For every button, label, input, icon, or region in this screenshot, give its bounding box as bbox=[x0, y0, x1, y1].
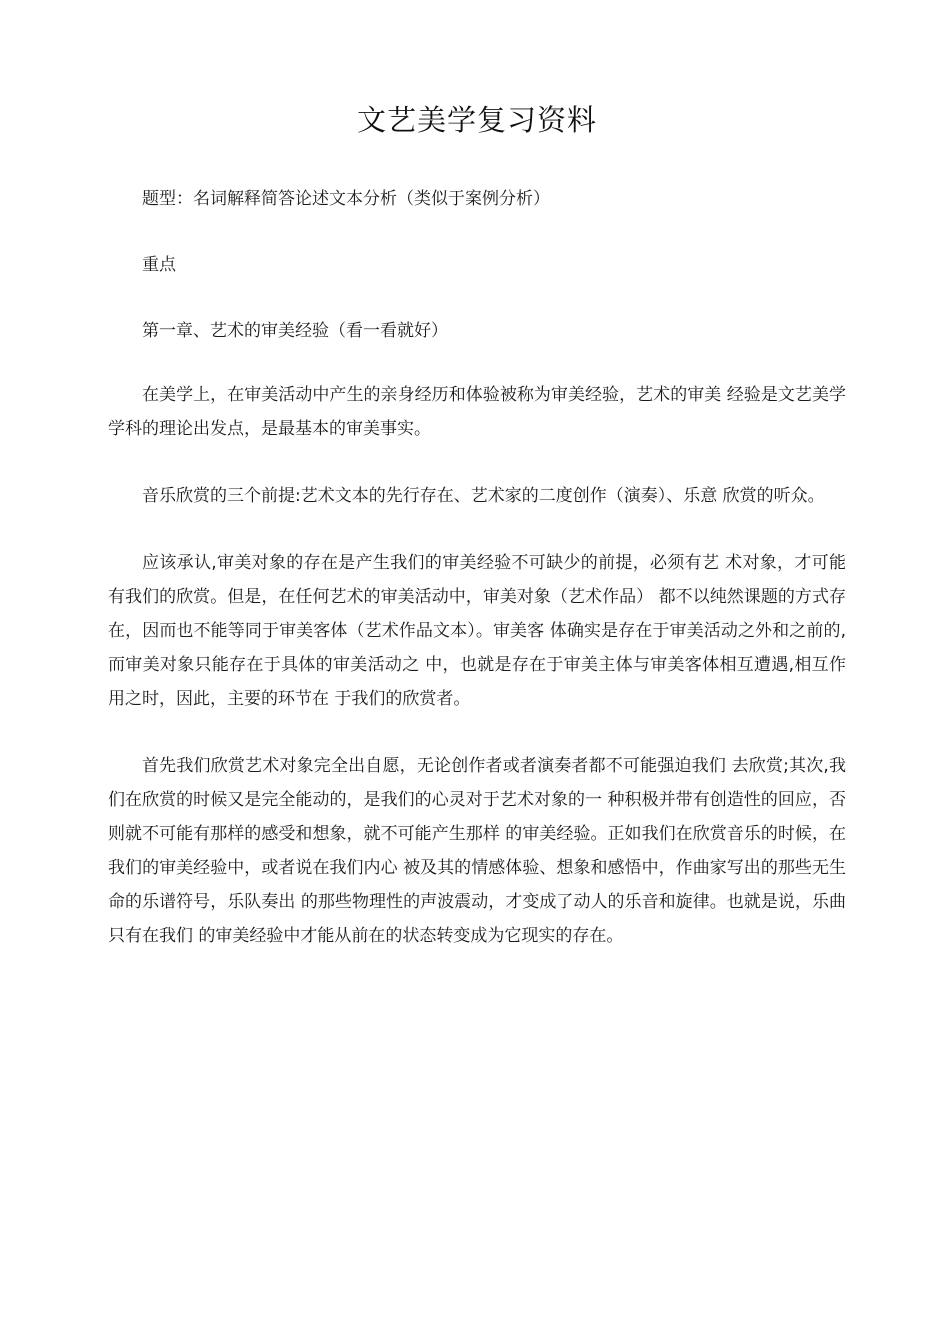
paragraph-aesthetic-experience: 在美学上，在审美活动中产生的亲身经历和体验被称为审美经验，艺术的审美 经验是文艺美学学科的理论出发点，是最基本的审美事实。 bbox=[108, 385, 846, 439]
paragraph-aesthetic-object: 应该承认,审美对象的存在是产生我们的审美经验不可缺少的前提，必须有艺 术对象，才可能有我们的欣赏。但是，在任何艺术的审美活动中，审美对象（艺术作品） 都不以纯然课题的方式存在，因而也不能等同于审美客体（艺术作品文本）。审美客 体确实是存在于审美活动之外和之前的,而审美对象只能存在于具体的审美活动之 中，也就是存在于审美主体与审美客体相互遭遇,相互作用之时，因此，主要的环节在 于我们的欣赏者。 bbox=[108, 553, 846, 709]
chapter-heading: 第一章、艺术的审美经验（看一看就好） bbox=[142, 321, 448, 341]
paragraph-active-appreciation: 首先我们欣赏艺术对象完全出自愿，无论创作者或者演奏者都不可能强迫我们 去欣赏;其次,我们在欣赏的时候又是完全能动的，是我们的心灵对于艺术对象的一 种积极并带有创造性的回应，否则就不可能有那样的感受和想象，就不可能产生那样 的审美经验。正如我们在欣赏音乐的时候，在我们的审美经验中，或者说在我们内心 被及其的情感体验、想象和感悟中，作曲家写出的那些无生命的乐谱符号，乐队奏出 的那些物理性的声波震动，才变成了动人的乐音和旋律。也就是说，乐曲只有在我们 的审美经验中才能从前在的状态转变成为它现实的存在。 bbox=[108, 756, 846, 946]
question-types-line: 题型：名词解释简答论述文本分析（类似于案例分析） bbox=[142, 189, 550, 209]
document-title: 文艺美学复习资料 bbox=[356, 103, 597, 137]
key-points-label: 重点 bbox=[142, 255, 176, 275]
paragraph-music-premises: 音乐欣赏的三个前提:艺术文本的先行存在、艺术家的二度创作（演奏）、乐意 欣赏的听众。 bbox=[142, 486, 825, 506]
